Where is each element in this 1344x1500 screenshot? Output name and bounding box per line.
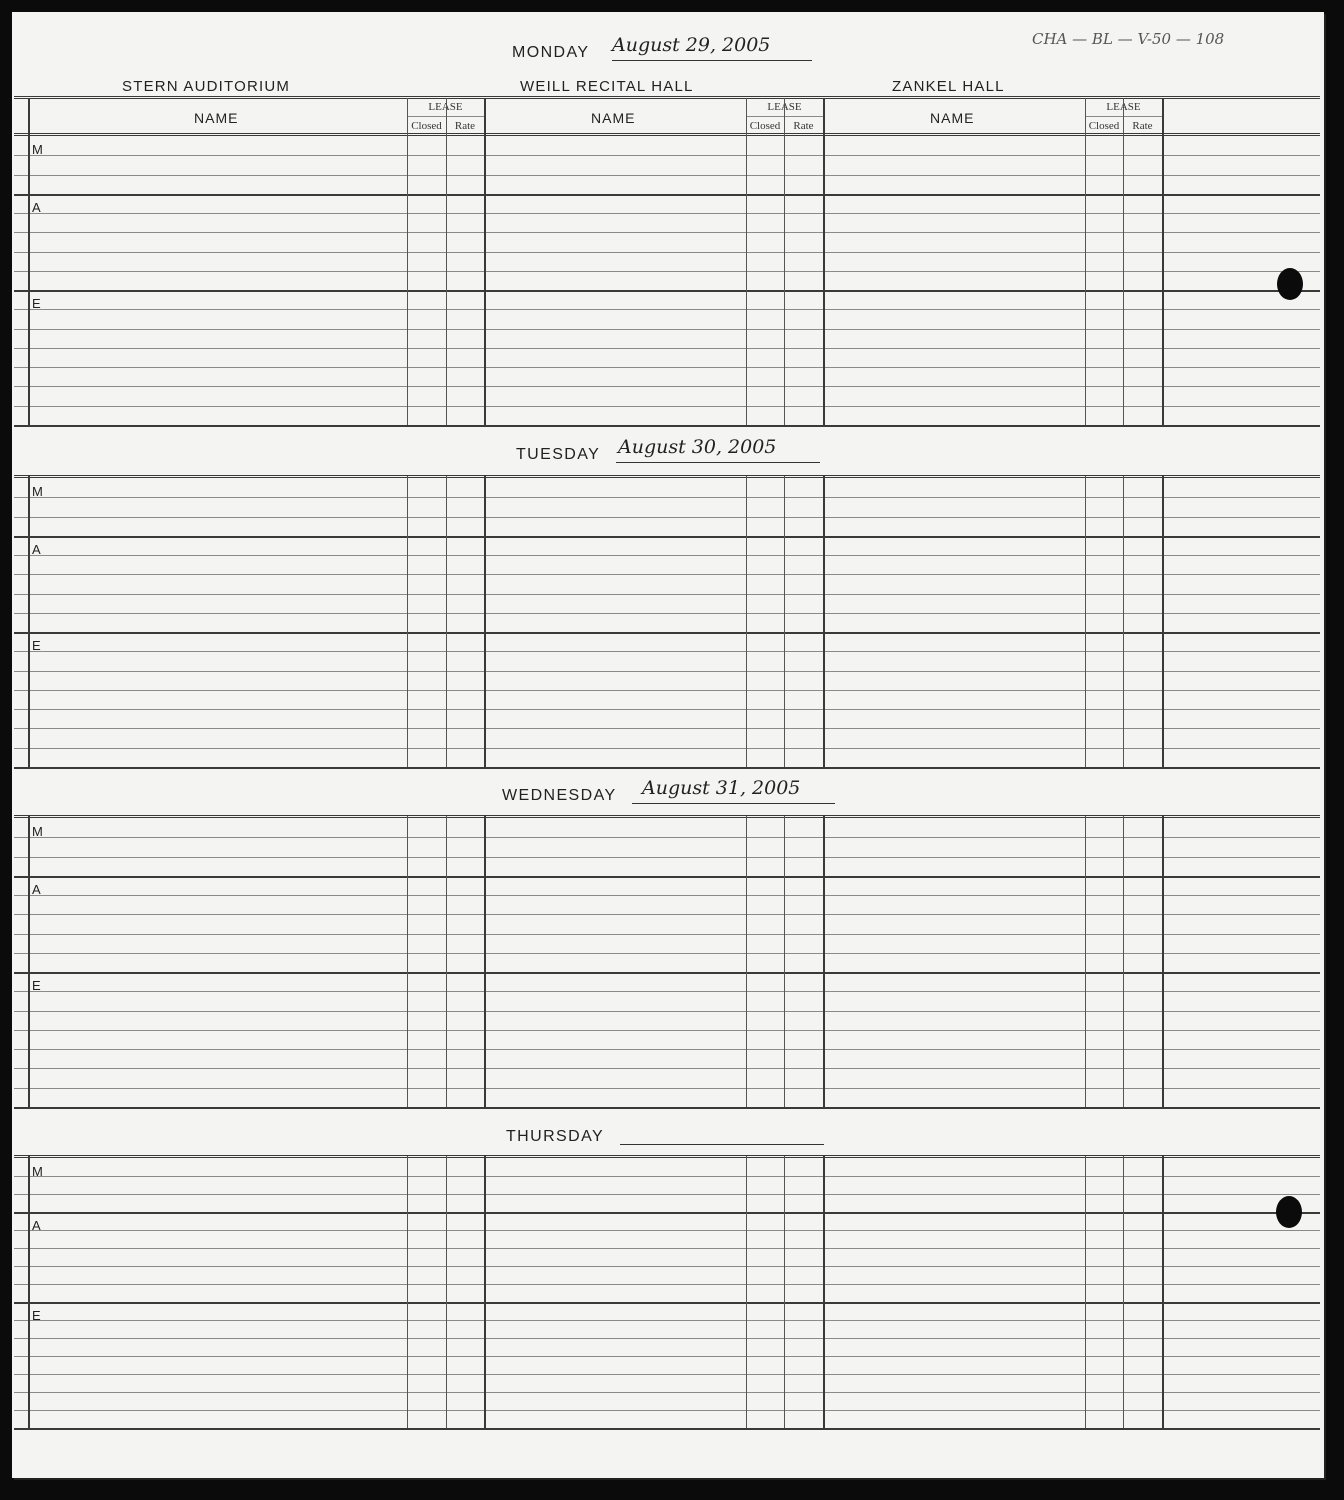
row-line (14, 1320, 1320, 1321)
period-divider (14, 194, 1320, 196)
row-line (14, 1176, 1320, 1177)
row-line (14, 709, 1320, 710)
row-line (14, 991, 1320, 992)
row-line (14, 155, 1320, 156)
column-divider (28, 1156, 30, 1428)
slot-label: A (32, 200, 41, 215)
column-divider (28, 476, 30, 767)
grid-top-rule (14, 1155, 1320, 1158)
column-divider (28, 816, 30, 1107)
column-divider (28, 98, 30, 425)
rate-header: Rate (793, 120, 814, 132)
closed-header: Closed (411, 120, 442, 132)
column-divider (784, 476, 785, 767)
column-divider (484, 476, 486, 767)
grid-bottom-rule (14, 1107, 1320, 1109)
column-divider (1162, 476, 1164, 767)
column-divider (1162, 816, 1164, 1107)
column-divider (1085, 98, 1086, 425)
row-line (14, 837, 1320, 838)
column-divider (1085, 476, 1086, 767)
row-line (14, 1068, 1320, 1069)
row-line (14, 1088, 1320, 1089)
row-line (14, 1266, 1320, 1267)
column-divider (746, 816, 747, 1107)
day-name: MONDAY (512, 44, 590, 61)
day-name: TUESDAY (516, 446, 601, 463)
day-name: THURSDAY (506, 1128, 605, 1145)
day-name: WEDNESDAY (502, 787, 617, 804)
row-line (14, 1011, 1320, 1012)
slot-label: M (32, 1164, 43, 1179)
column-divider (746, 1156, 747, 1428)
row-line (14, 651, 1320, 652)
column-divider (784, 816, 785, 1107)
name-column-header: NAME (194, 110, 239, 126)
slot-label: E (32, 978, 41, 993)
row-line (14, 934, 1320, 935)
header-rule (14, 96, 1320, 99)
name-column-header: NAME (591, 110, 636, 126)
column-divider (1085, 1156, 1086, 1428)
row-line (14, 594, 1320, 595)
row-line (14, 953, 1320, 954)
column-divider (484, 816, 486, 1107)
hall-title: STERN AUDITORIUM (122, 78, 291, 95)
row-line (14, 857, 1320, 858)
slot-label: M (32, 824, 43, 839)
slot-label: M (32, 142, 43, 157)
date-line (612, 60, 812, 61)
row-line (14, 613, 1320, 614)
date-line (632, 803, 835, 804)
row-line (14, 497, 1320, 498)
slot-label: E (32, 296, 41, 311)
slot-label: A (32, 882, 41, 897)
ledger-page (12, 12, 1324, 1478)
row-line (14, 914, 1320, 915)
column-divider (1123, 1156, 1124, 1428)
column-divider (407, 476, 408, 767)
grid-bottom-rule (14, 425, 1320, 427)
slot-label: E (32, 638, 41, 653)
column-divider (823, 816, 825, 1107)
row-line (14, 271, 1320, 272)
period-divider (14, 972, 1320, 974)
row-line (14, 1284, 1320, 1285)
column-divider (446, 1156, 447, 1428)
grid-top-rule (14, 475, 1320, 478)
archive-reference: CHA — BL — V-50 — 108 (1032, 30, 1225, 48)
handwritten-date: August 31, 2005 (642, 777, 801, 799)
slot-label: M (32, 484, 43, 499)
rate-header: Rate (1132, 120, 1153, 132)
date-line (616, 462, 820, 463)
hall-title: ZANKEL HALL (892, 78, 1005, 95)
column-divider (1162, 1156, 1164, 1428)
column-divider (823, 476, 825, 767)
row-line (14, 1230, 1320, 1231)
date-line (620, 1144, 824, 1145)
column-divider (746, 98, 747, 425)
period-divider (14, 876, 1320, 878)
grid-top-rule (14, 815, 1320, 818)
column-divider (484, 98, 486, 425)
row-line (14, 232, 1320, 233)
lease-header: LEASE (428, 101, 463, 113)
column-divider (446, 816, 447, 1107)
row-line (14, 309, 1320, 310)
grid-bottom-rule (14, 767, 1320, 769)
period-divider (14, 1302, 1320, 1304)
row-line (14, 213, 1320, 214)
column-divider (1123, 98, 1124, 425)
row-line (14, 1392, 1320, 1393)
column-divider (407, 816, 408, 1107)
row-line (14, 517, 1320, 518)
row-line (14, 748, 1320, 749)
column-divider (407, 98, 408, 425)
slot-label: A (32, 1218, 41, 1233)
grid-top-rule (14, 133, 1320, 136)
hall-title: WEILL RECITAL HALL (520, 78, 694, 95)
closed-header: Closed (1088, 120, 1120, 132)
row-line (14, 252, 1320, 253)
column-divider (407, 1156, 408, 1428)
column-divider (823, 98, 825, 425)
row-line (14, 1194, 1320, 1195)
period-divider (14, 290, 1320, 292)
column-divider (484, 1156, 486, 1428)
row-line (14, 1410, 1320, 1411)
column-divider (1123, 476, 1124, 767)
row-line (14, 671, 1320, 672)
row-line (14, 329, 1320, 330)
punch-hole (1277, 268, 1303, 300)
handwritten-date: August 30, 2005 (618, 436, 777, 458)
slot-label: A (32, 542, 41, 557)
column-divider (823, 1156, 825, 1428)
period-divider (14, 536, 1320, 538)
period-divider (14, 1212, 1320, 1214)
column-divider (784, 98, 785, 425)
column-divider (1162, 98, 1164, 425)
closed-header: Closed (749, 120, 781, 132)
row-line (14, 728, 1320, 729)
handwritten-date: August 29, 2005 (612, 34, 771, 56)
row-line (14, 1338, 1320, 1339)
column-divider (1085, 816, 1086, 1107)
row-line (14, 1030, 1320, 1031)
row-line (14, 348, 1320, 349)
column-divider (446, 476, 447, 767)
column-divider (784, 1156, 785, 1428)
grid-bottom-rule (14, 1428, 1320, 1430)
row-line (14, 1049, 1320, 1050)
row-line (14, 1248, 1320, 1249)
lease-header: LEASE (1106, 101, 1141, 113)
column-divider (746, 476, 747, 767)
punch-hole (1276, 1196, 1302, 1228)
row-line (14, 386, 1320, 387)
slot-label: E (32, 1308, 41, 1323)
row-line (14, 574, 1320, 575)
row-line (14, 1374, 1320, 1375)
lease-header: LEASE (767, 101, 802, 113)
name-column-header: NAME (930, 110, 975, 126)
row-line (14, 895, 1320, 896)
column-divider (1123, 816, 1124, 1107)
row-line (14, 555, 1320, 556)
row-line (14, 1356, 1320, 1357)
period-divider (14, 632, 1320, 634)
row-line (14, 406, 1320, 407)
row-line (14, 175, 1320, 176)
rate-header: Rate (454, 120, 476, 132)
row-line (14, 690, 1320, 691)
row-line (14, 367, 1320, 368)
column-divider (446, 98, 447, 425)
